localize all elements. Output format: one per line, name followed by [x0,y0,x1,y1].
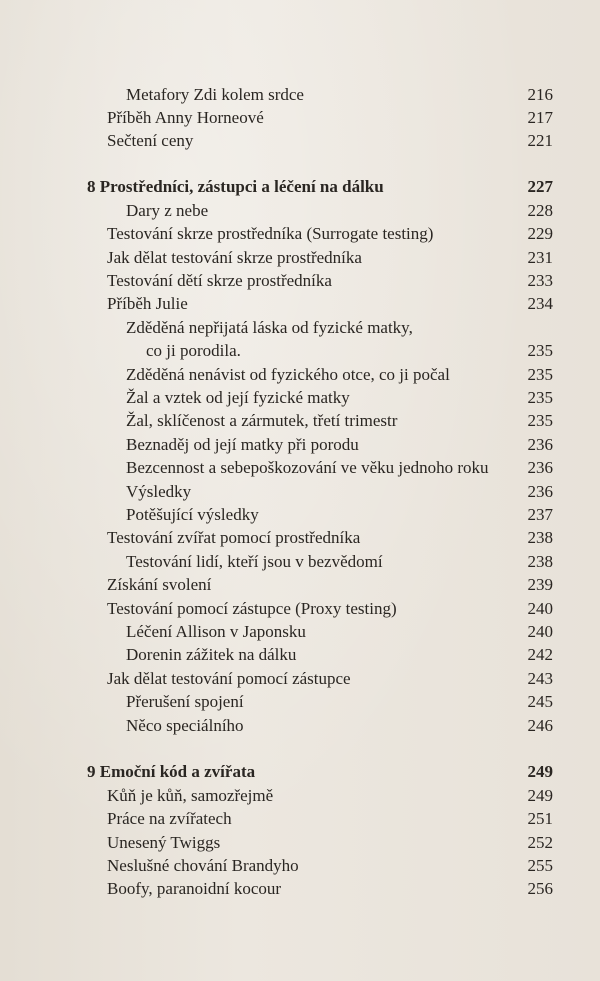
toc-entry-title: Žal a vztek od její fyzické matky [126,388,350,407]
toc-entry-title: Výsledky [126,482,192,501]
page-number: 233 [527,271,553,290]
toc-entry-title: co ji porodila. [146,341,241,360]
page-number: 240 [527,622,553,641]
toc-entry-title: Přerušení spojení [126,692,244,711]
page-number: 238 [527,552,553,571]
page-number: 235 [527,365,553,384]
toc-entry-title: Příběh Anny Horneové [107,108,264,127]
toc-entry-title: Boofy, paranoidní kocour [107,879,282,898]
toc-entry-title: Jak dělat testování skrze prostředníka [107,248,362,267]
page-number: 234 [527,294,553,313]
toc-entry-title: Žal, sklíčenost a zármutek, třetí trimestr [126,411,398,430]
toc-entry-title: Potěšující výsledky [126,505,259,524]
page-number: 245 [527,692,553,711]
page-number: 252 [527,833,553,852]
toc-entry-title: Metafory Zdi kolem srdce [126,85,304,104]
page-number: 236 [527,458,553,477]
page-number: 251 [527,809,553,828]
page-number: 227 [527,177,553,196]
page-number: 235 [527,341,553,360]
toc-entry-title: Kůň je kůň, samozřejmě [107,786,274,805]
toc-entry-title: Bezcennost a sebepoškozování ve věku jednoho roku [126,458,489,477]
page-number: 242 [527,645,553,664]
toc-entry-title: Příběh Julie [107,294,188,313]
page-number: 249 [527,762,553,781]
toc-entry-title: Získání svolení [107,575,212,594]
toc-entry-title: Jak dělat testování pomocí zástupce [107,669,351,688]
toc-entry-title: Zděděná nenávist od fyzického otce, co ji počal [126,365,450,384]
toc-entry-title: Testování pomocí zástupce (Proxy testing) [107,599,397,618]
page-number: 231 [527,248,553,267]
page-number: 217 [527,108,553,127]
page-number: 256 [527,879,553,898]
toc-entry-title: Testování dětí skrze prostředníka [107,271,332,290]
page-number: 229 [527,224,553,243]
toc-entry-title: Beznaděj od její matky při porodu [126,435,359,454]
page-number: 236 [527,482,553,501]
toc-entry-title: Sečtení ceny [107,131,194,150]
page-number: 255 [527,856,553,875]
page-number: 235 [527,411,553,430]
toc-entry-title: Dorenin zážitek na dálku [126,645,297,664]
page-number: 235 [527,388,553,407]
page-number: 240 [527,599,553,618]
toc-entry-title: Testování lidí, kteří jsou v bezvědomí [126,552,383,571]
chapter-title: 8 Prostředníci, zástupci a léčení na dálku [87,177,384,196]
toc-entry-title: Testování zvířat pomocí prostředníka [107,528,361,547]
toc-entry-title: Dary z nebe [126,201,209,220]
page-number: 216 [527,85,553,104]
toc-entry-title: Léčení Allison v Japonsku [126,622,306,641]
page-number: 221 [527,131,553,150]
chapter-title: 9 Emoční kód a zvířata [87,762,256,781]
page-number: 249 [527,786,553,805]
page-number: 237 [527,505,553,524]
page-number: 243 [527,669,553,688]
toc-entry-title: Práce na zvířatech [107,809,232,828]
page-number: 238 [527,528,553,547]
page-number: 228 [527,201,553,220]
toc-entry-title: Zděděná nepřijatá láska od fyzické matky, [126,318,413,337]
toc-entry-title: Neslušné chování Brandyho [107,856,299,875]
page-number: 236 [527,435,553,454]
toc-entry-title: Testování skrze prostředníka (Surrogate testing) [107,224,434,243]
page-number: 239 [527,575,553,594]
toc-entry-title: Něco speciálního [126,716,244,735]
toc-entry-title: Unesený Twiggs [107,833,221,852]
page-number: 246 [527,716,553,735]
